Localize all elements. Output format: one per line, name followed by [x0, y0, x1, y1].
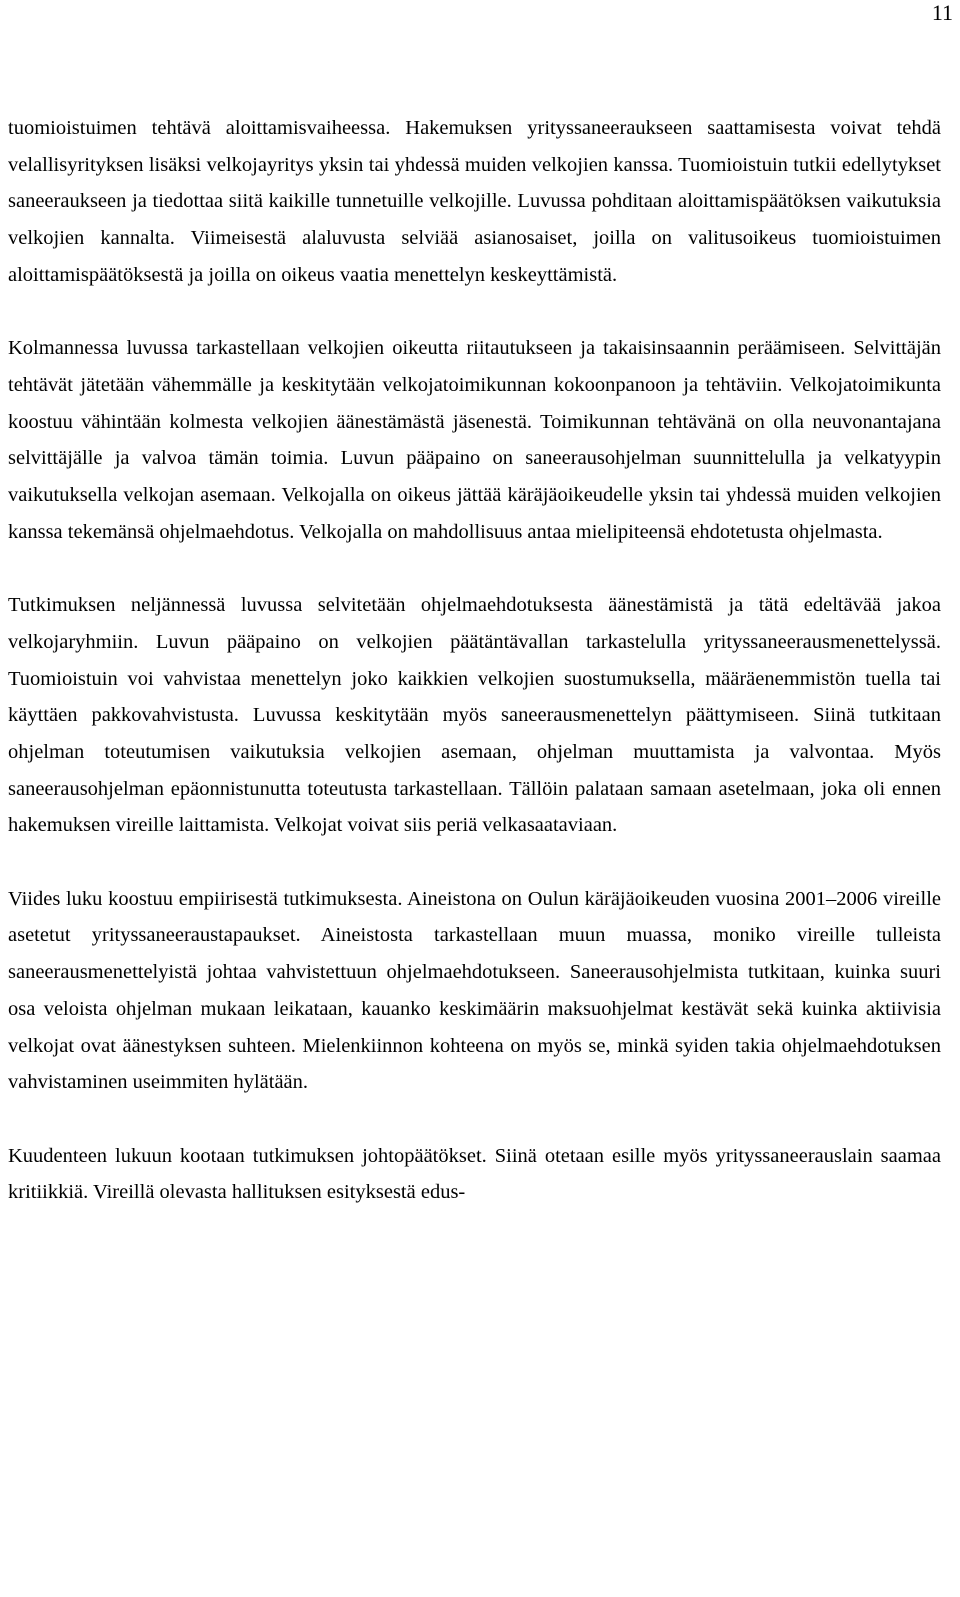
- paragraph-5: Kuudenteen lukuun kootaan tutkimuksen johtopäätökset. Siinä otetaan esille myös yrityssaneerauslain saamaa kritiikkiä. Vireillä olevasta hallituksen esityksestä edus-: [8, 1144, 941, 1204]
- body-text: [8, 110, 941, 1211]
- paragraph-1: tuomioistuimen tehtävä aloittamisvaiheessa. Hakemuksen yrityssaneeraukseen saattamisesta voivat tehdä velallisyrityksen lisäksi velkojayritys yksin tai yhdessä muiden velkojien kanssa. Tuomioistuin tutkii edellytykset saneeraukseen ja tiedottaa siitä kaikille tunnetuille velkojille. Luvussa pohditaan aloittamispäätöksen vaikutuksia velkojien kannalta. Viimeisestä alaluvusta selviää asianosaiset, joilla on valitusoikeus tuomioistuimen aloittamispäätöksestä ja joilla on oikeus vaatia menettelyn keskeyttämistä.: [8, 117, 941, 286]
- paragraph-2: Kolmannessa luvussa tarkastellaan velkojien oikeutta riitautukseen ja takaisinsaannin peräämiseen. Selvittäjän tehtävät jätetään vähemmälle ja keskitytään velkojatoimikunnan kokoonpanoon ja tehtäviin. Velkojatoimikunta koostuu vähintään kolmesta velkojien äänestämästä jäsenestä. Toimikunnan tehtävänä on olla neuvonantajana selvittäjälle ja valvoa tämän toimia. Luvun pääpaino on saneerausohjelman suunnittelulla ja velkatyypin vaikutuksella velkojan asemaan. Velkojalla on oikeus jättää käräjäoikeudelle yksin tai yhdessä muiden velkojien kanssa tekemänsä ohjelmaehdotus. Velkojalla on mahdollisuus antaa mielipiteensä ehdotetusta ohjelmasta.: [8, 337, 941, 543]
- paragraph-4: Viides luku koostuu empiirisestä tutkimuksesta. Aineistona on Oulun käräjäoikeuden vuosina 2001–2006 vireille asetetut yrityssaneeraustapaukset. Aineistosta tarkastellaan muun muassa, moniko vireille tulleista saneerausmenettelyistä johtaa vahvistettuun ohjelmaehdotukseen. Saneerausohjelmista tutkitaan, kuinka suuri osa veloista ohjelman mukaan leikataan, kauanko keskimäärin maksuohjelmat kestävät sekä kuinka aktiivisia velkojat ovat äänestyksen suhteen. Mielenkiinnon kohteena on myös se, minkä syiden takia ohjelmaehdotuksen vahvistaminen useimmiten hylätään.: [8, 887, 941, 1094]
- page-number: 11: [931, 0, 953, 25]
- paragraph-3: Tutkimuksen neljännessä luvussa selvitetään ohjelmaehdotuksesta äänestämistä ja tätä edeltävää jakoa velkojaryhmiin. Luvun pääpaino on velkojien päätäntävallan tarkastelulla yrityssaneerausmenettelyssä. Tuomioistuin voi vahvistaa menettelyn joko kaikkien velkojien suostumuksella, määräenemmistön tuella tai käyttäen pakkovahvistusta. Luvussa keskitytään myös saneerausmenettelyn päättymiseen. Siinä tutkitaan ohjelman toteutumisen vaikutuksia velkojien asemaan, ohjelman muuttamista ja valvontaa. Myös saneerausohjelman epäonnistunutta toteutusta tarkastellaan. Tällöin palataan samaan asetelmaan, joka oli ennen hakemuksen vireille laittamista. Velkojat voivat siis periä velkasaataviaan.: [8, 594, 941, 837]
